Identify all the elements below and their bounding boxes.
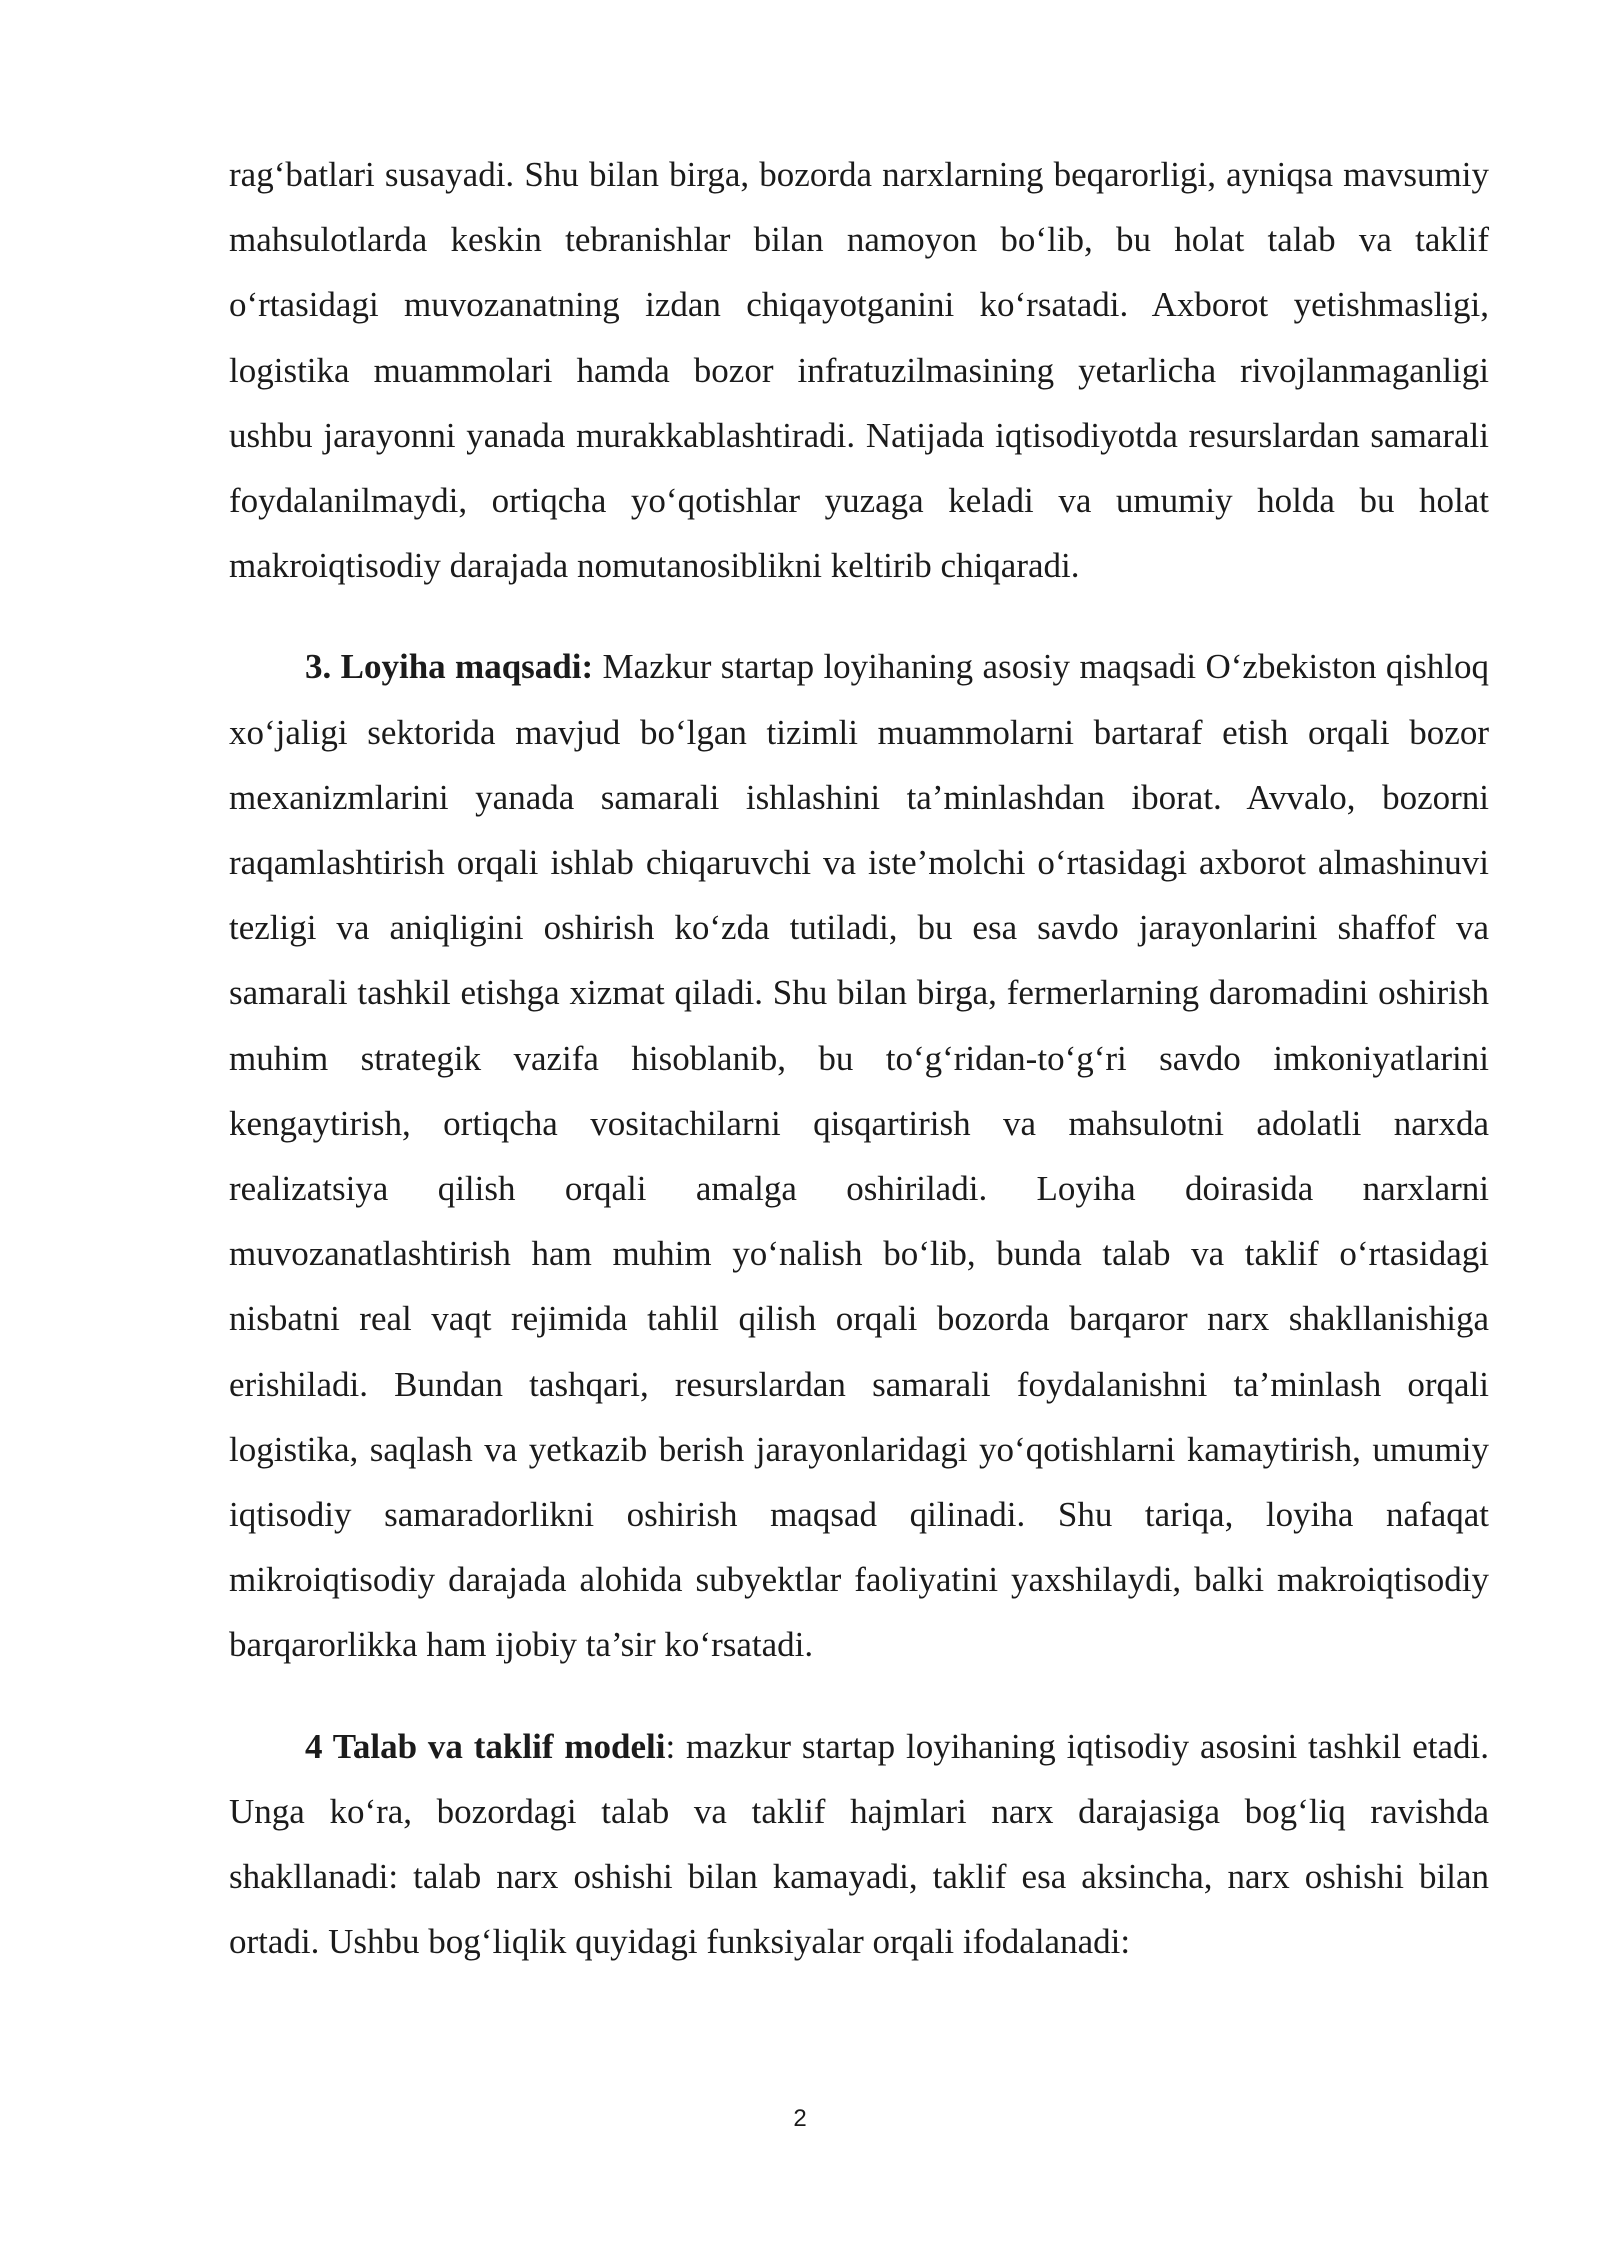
section-text-supply-demand-model: : mazkur startap loyihaning iqtisodiy asosini tashkil etadi. Unga ko‘ra, bozordagi talab va taklif hajmlari narx darajasiga bog‘liq ravishda shakllanadi: talab narx oshishi bilan kamayadi, taklif esa aksincha, narx oshishi bilan ortadi. Ushbu bog‘liqlik quyidagi funksiyalar orqali ifodalanadi:: [229, 1726, 1489, 1962]
section-supply-demand-model: [229, 1714, 1489, 1975]
page-number: 2: [793, 2105, 807, 2132]
document-body: [229, 142, 1489, 1974]
section-text-project-goal: Mazkur startap loyihaning asosiy maqsadi O‘zbekiston qishloq xo‘jaligi sektorida mavjud bo‘lgan tizimli muammolarni bartaraf etish orqali bozor mexanizmlarini yanada samarali ishlashini ta’minlashdan iborat. Avvalo, bozorni raqamlashtirish orqali ishlab chiqaruvchi va iste’molchi o‘rtasidagi axborot almashinuvi tezligi va aniqligini oshirish ko‘zda tutiladi, bu esa savdo jarayonlarini shaffof va samarali tashkil etishga xizmat qiladi. Shu bilan birga, fermerlarning daromadini oshirish muhim strategik vazifa hisoblanib, bu to‘g‘ridan-to‘g‘ri savdo imkoniyatlarini kengaytirish, ortiqcha vositachilarni qisqartirish va mahsulotni adolatli narxda realizatsiya qilish orqali amalga oshiriladi. Loyiha doirasida narxlarni muvozanatlashtirish ham muhim yo‘nalish bo‘lib, bunda talab va taklif o‘rtasidagi nisbatni real vaqt rejimida tahlil qilish orqali bozorda barqaror narx shakllanishiga erishiladi. Bundan tashqari, resurslardan samarali foydalanishni ta’minlash orqali logistika, saqlash va yetkazib berish jarayonlaridagi yo‘qotishlarni kamaytirish, umumiy iqtisodiy samaradorlikni oshirish maqsad qilinadi. Shu tariqa, loyiha nafaqat mikroiqtisodiy darajada alohida subyektlar faoliyatini yaxshilaydi, balki makroiqtisodiy barqarorlikka ham ijobiy ta’sir ko‘rsatadi.: [229, 647, 1490, 1665]
section-project-goal: [229, 634, 1489, 1677]
section-heading-project-goal: 3. Loyiha maqsadi:: [305, 647, 594, 687]
section-heading-supply-demand-model: 4 Talab va taklif modeli: [305, 1726, 666, 1766]
paragraph-continuation: rag‘batlari susayadi. Shu bilan birga, bozorda narxlarning beqarorligi, ayniqsa mavsumiy mahsulotlarda keskin tebranishlar bilan namoyon bo‘lib, bu holat talab va taklif o‘rtasidagi muvozanatning izdan chiqayotganini ko‘rsatadi. Axborot yetishmasligi, logistika muammolari hamda bozor infratuzilmasining yetarlicha rivojlanmaganligi ushbu jarayonni yanada murakkablashtiradi. Natijada iqtisodiyotda resurslardan samarali foydalanilmaydi, ortiqcha yo‘qotishlar yuzaga keladi va umumiy holda bu holat makroiqtisodiy darajada nomutanosiblikni keltirib chiqaradi.: [229, 155, 1489, 586]
